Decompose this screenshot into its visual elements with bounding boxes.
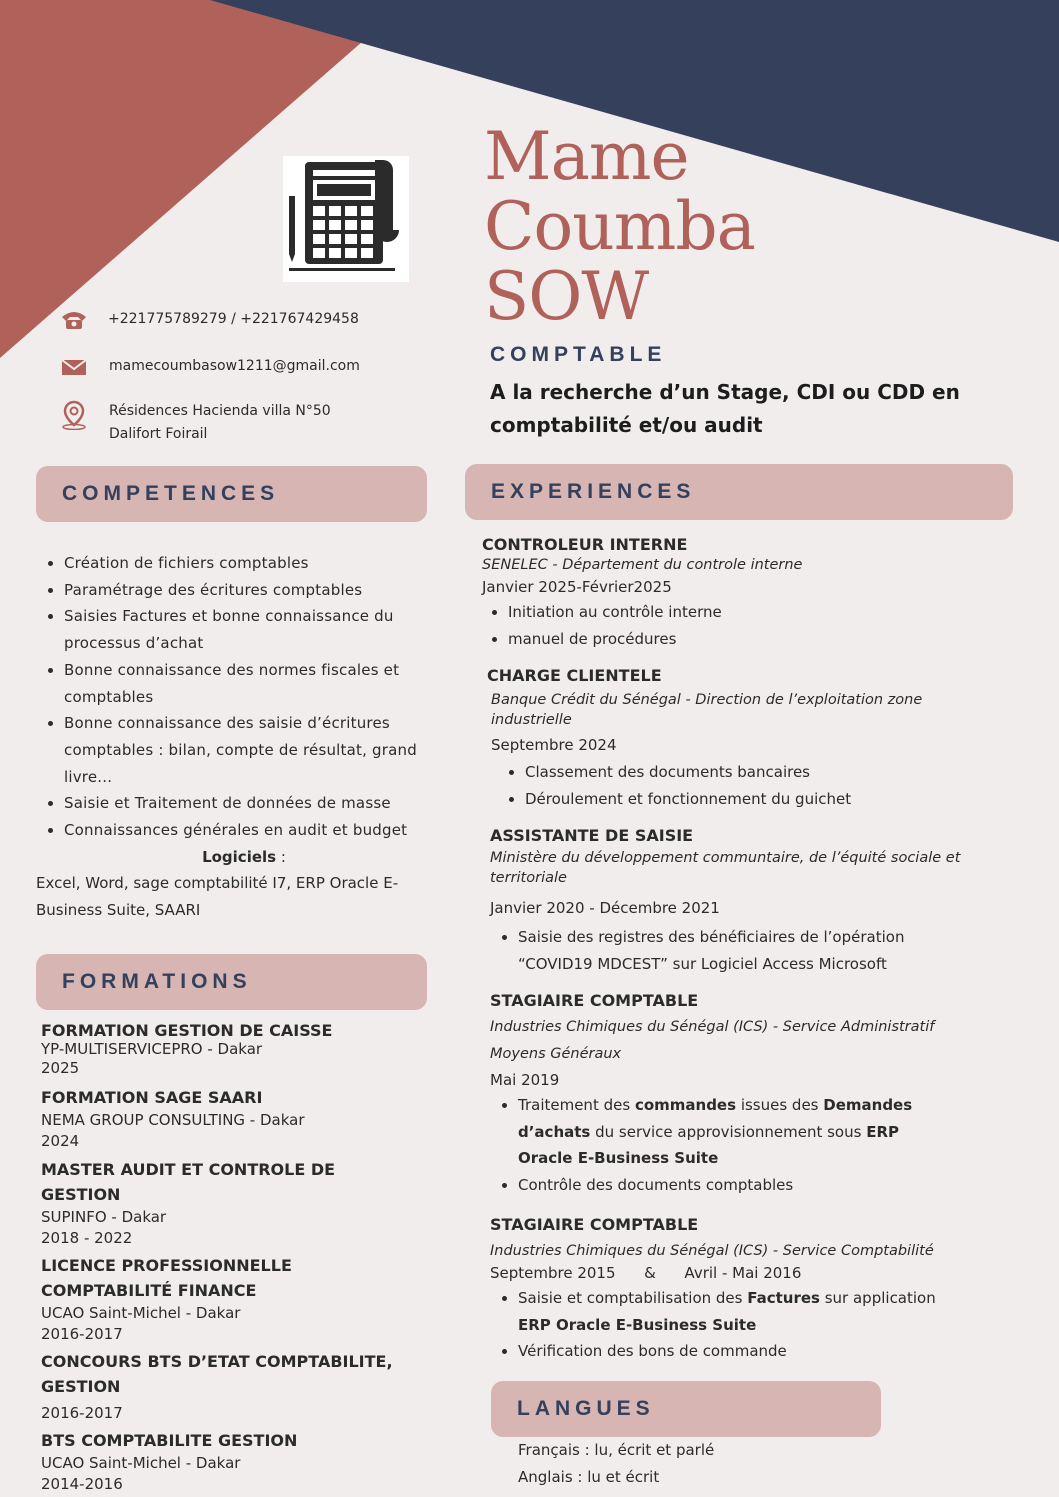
task-bold: Demandes d’achats	[518, 1096, 913, 1141]
experience-tasks	[490, 924, 938, 977]
contact-email	[60, 355, 360, 378]
contact-phone	[60, 308, 359, 331]
formations-header	[36, 954, 427, 1010]
experience-item	[490, 826, 1015, 977]
list-item: • Contrôle des documents comptables	[518, 1172, 938, 1199]
formation-years: 2018 - 2022	[41, 1229, 133, 1247]
experience-period: Septembre 2024	[491, 736, 617, 754]
software-list: Excel, Word, sage comptabilité I7, ERP Oracle E-Business Suite, SAARI	[36, 874, 399, 920]
location-pin-icon	[60, 400, 88, 430]
full-name	[484, 118, 755, 335]
contact-address	[60, 400, 331, 446]
formations-title: FORMATIONS	[62, 970, 252, 993]
formation-item	[41, 1020, 421, 1079]
profile-picture	[283, 156, 409, 282]
address-line-1: Résidences Hacienda villa N°50	[109, 403, 331, 419]
list-item: • Vérification des bons de commande	[518, 1338, 968, 1365]
list-item: • Saisie des registres des bénéficiaires de l’opération “COVID19 MDCEST” sur Logiciel Access Microsoft	[518, 924, 938, 977]
language-item: Anglais : lu et écrit	[518, 1467, 660, 1486]
calculator-document-icon	[283, 156, 409, 282]
langues-section	[518, 1437, 714, 1490]
list-item: • Saisies Factures et bonne connaissance du processus d’achat	[64, 603, 430, 656]
list-item: • Déroulement et fonctionnement du guichet	[525, 786, 1012, 813]
career-objective: A la recherche d’un Stage, CDI ou CDD en comptabilité et/ou audit	[490, 380, 960, 437]
experience-company-line2: Moyens Généraux	[490, 1046, 622, 1062]
formation-years: 2025	[41, 1059, 80, 1077]
experience-item	[482, 535, 1012, 652]
langues-title: LANGUES	[517, 1397, 655, 1420]
list-item	[518, 1092, 938, 1172]
experiences-title: EXPERIENCES	[491, 480, 696, 503]
experience-company: Industries Chimiques du Sénégal (ICS) - Service Comptabilité	[490, 1243, 934, 1259]
job-title: COMPTABLE	[490, 343, 667, 366]
experience-item	[490, 1215, 1015, 1365]
formation-title: LICENCE PROFESSIONNELLE COMPTABILITÉ FINANCE	[41, 1256, 292, 1300]
experience-period: Janvier 2025-Février2025	[482, 578, 672, 596]
email-address[interactable]: mamecoumbasow1211@gmail.com	[109, 358, 360, 374]
task-text: du service approvisionnement sous	[590, 1122, 867, 1141]
competences-title: COMPETENCES	[62, 482, 280, 505]
task-bold: ERP Oracle E-Business Suite	[518, 1122, 899, 1168]
experience-item	[487, 666, 1012, 812]
experience-period: Janvier 2020 - Décembre 2021	[490, 899, 720, 917]
formation-title: FORMATION GESTION DE CAISSE	[41, 1021, 333, 1040]
task-text: Saisie et comptabilisation des	[518, 1289, 748, 1307]
formation-item	[41, 1428, 421, 1495]
software-heading	[38, 844, 430, 871]
list-item: • Connaissances générales en audit et budget	[64, 817, 430, 844]
formation-years: 2016-2017	[41, 1404, 123, 1422]
langues-header	[491, 1381, 881, 1437]
first-name: Mame	[484, 118, 689, 195]
task-text: Traitement des	[518, 1096, 635, 1114]
formation-item	[41, 1085, 421, 1152]
experience-company: Ministère du développement communtaire, de l’équité sociale et territoriale	[490, 850, 961, 886]
list-item	[518, 1285, 968, 1338]
phone-icon	[60, 309, 88, 331]
experience-title: STAGIAIRE COMPTABLE	[490, 991, 699, 1010]
formation-title: BTS COMPTABILITE GESTION	[41, 1431, 298, 1450]
formation-title: MASTER AUDIT ET CONTROLE DE GESTION	[41, 1160, 336, 1204]
software-sep: :	[276, 847, 286, 866]
software-label: Logiciels	[202, 847, 277, 866]
middle-name: Coumba	[484, 188, 755, 265]
experience-item	[490, 991, 1015, 1199]
formation-school: YP-MULTISERVICEPRO - Dakar	[41, 1040, 263, 1058]
experience-tasks	[490, 1285, 968, 1365]
list-item: • manuel de procédures	[508, 626, 1012, 653]
experience-company: Banque Crédit du Sénégal - Direction de l’exploitation zone industrielle	[491, 692, 923, 728]
experience-period: Mai 2019	[490, 1071, 560, 1089]
formation-school: SUPINFO - Dakar	[41, 1208, 167, 1226]
experiences-header	[465, 464, 1013, 520]
formation-years: 2024	[41, 1132, 80, 1150]
address-line-2: Dalifort Foirail	[109, 426, 208, 442]
formation-school: UCAO Saint-Michel - Dakar	[41, 1454, 241, 1472]
formation-item	[41, 1157, 421, 1249]
envelope-icon	[60, 357, 88, 377]
list-item: • Bonne connaissance des normes fiscales et comptables	[64, 657, 430, 710]
formation-years: 2014-2016	[41, 1475, 123, 1493]
experience-title: CHARGE CLIENTELE	[487, 666, 662, 685]
experience-company: SENELEC - Département du controle interne	[482, 557, 803, 573]
phone-number[interactable]: +221775789279 / +221767429458	[108, 311, 359, 327]
experience-period: Septembre 2015 & Avril - Mai 2016	[490, 1264, 802, 1282]
task-bold: Factures	[747, 1289, 820, 1307]
formation-years: 2016-2017	[41, 1325, 123, 1343]
formation-school: NEMA GROUP CONSULTING - Dakar	[41, 1111, 305, 1129]
list-item: • Création de fichiers comptables	[64, 550, 430, 577]
last-name: SOW	[484, 258, 649, 335]
list-item: • Bonne connaissance des saisie d’écritures comptables : bilan, compte de résultat, grand livre...	[64, 710, 430, 790]
experience-title: CONTROLEUR INTERNE	[482, 535, 688, 554]
experience-company: Industries Chimiques du Sénégal (ICS) - Service Administratif	[490, 1019, 935, 1035]
experience-title: ASSISTANTE DE SAISIE	[490, 826, 694, 845]
formation-item	[41, 1349, 421, 1424]
formation-item	[41, 1253, 421, 1345]
experience-title: STAGIAIRE COMPTABLE	[490, 1215, 699, 1234]
list-item: • Paramétrage des écritures comptables	[64, 577, 430, 604]
formation-title: CONCOURS BTS D’ETAT COMPTABILITE, GESTION	[41, 1352, 393, 1396]
task-text: sur application	[819, 1289, 936, 1307]
language-item: Français : lu, écrit et parlé	[518, 1441, 715, 1459]
experience-tasks	[482, 599, 1012, 652]
task-text: issues des	[736, 1096, 824, 1114]
formation-school: UCAO Saint-Michel - Dakar	[41, 1304, 241, 1322]
formation-title: FORMATION SAGE SAARI	[41, 1088, 263, 1107]
list-item: • Classement des documents bancaires	[525, 759, 1012, 786]
skills-list	[38, 550, 430, 844]
list-item: • Saisie et Traitement de données de masse	[64, 790, 430, 817]
competences-header	[36, 466, 427, 522]
experience-tasks	[487, 759, 1012, 812]
list-item: • Initiation au contrôle interne	[508, 599, 1012, 626]
task-bold: ERP Oracle E-Business Suite	[518, 1315, 757, 1334]
experience-tasks	[490, 1092, 938, 1199]
task-bold: commandes	[634, 1096, 737, 1114]
competences-section	[38, 550, 430, 924]
formations-section	[41, 1020, 421, 1495]
